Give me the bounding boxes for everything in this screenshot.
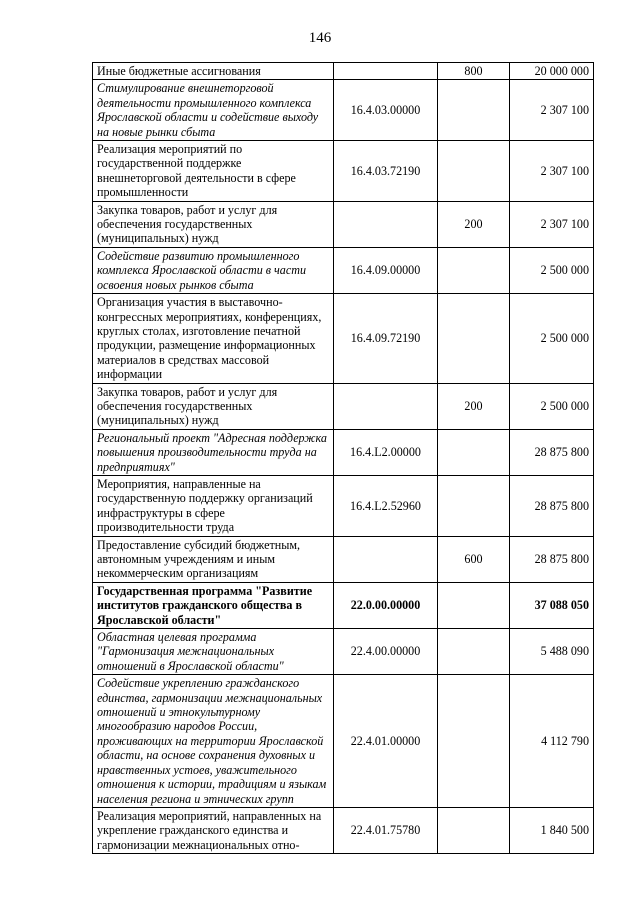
row-name-cell: Мероприятия, направленные на государственную поддержку организаций инфраструктуры в сфере производительности труда xyxy=(93,475,334,536)
row-code-cell xyxy=(334,536,438,582)
row-code-cell: 16.4.03.00000 xyxy=(334,80,438,141)
table-row xyxy=(93,582,594,628)
row-name-cell: Региональный проект "Адресная поддержка повышения производительности труда на предприятиях" xyxy=(93,429,334,475)
row-sum-cell: 2 500 000 xyxy=(510,383,594,429)
row-code-cell: 16.4.09.00000 xyxy=(334,247,438,293)
row-sum-cell: 2 307 100 xyxy=(510,201,594,247)
row-code-cell: 22.0.00.00000 xyxy=(334,582,438,628)
row-sum-cell: 20 000 000 xyxy=(510,63,594,80)
row-sum-cell: 28 875 800 xyxy=(510,429,594,475)
row-expense-type-cell: 800 xyxy=(438,63,510,80)
row-expense-type-cell xyxy=(438,294,510,383)
row-name-cell: Закупка товаров, работ и услуг для обеспечения государственных (муниципальных) нужд xyxy=(93,201,334,247)
row-name-cell: Организация участия в выставочно-конгрессных мероприятиях, конференциях, круглых столах, изготовление печатной продукции, размещение информационных материалов в средствах массовой информации xyxy=(93,294,334,383)
table-row xyxy=(93,247,594,293)
table-row xyxy=(93,383,594,429)
page-number: 146 xyxy=(308,30,332,46)
table-row xyxy=(93,63,594,80)
table-row xyxy=(93,807,594,853)
row-expense-type-cell: 200 xyxy=(438,383,510,429)
row-expense-type-cell: 600 xyxy=(438,536,510,582)
row-name-cell: Реализация мероприятий по государственной поддержке внешнеторговой деятельности в сфере промышленности xyxy=(93,141,334,202)
row-sum-cell: 2 500 000 xyxy=(510,294,594,383)
row-expense-type-cell xyxy=(438,141,510,202)
row-code-cell: 16.4.03.72190 xyxy=(334,141,438,202)
row-name-cell: Стимулирование внешнеторговой деятельности промышленного комплекса Ярославской области и содействие выходу на новые рынки сбыта xyxy=(93,80,334,141)
row-expense-type-cell xyxy=(438,807,510,853)
table-row xyxy=(93,429,594,475)
row-sum-cell: 28 875 800 xyxy=(510,475,594,536)
row-expense-type-cell xyxy=(438,247,510,293)
table-row xyxy=(93,629,594,675)
row-name-cell: Областная целевая программа "Гармонизация межнациональных отношений в Ярославской области" xyxy=(93,629,334,675)
row-sum-cell: 1 840 500 xyxy=(510,807,594,853)
budget-table-body xyxy=(93,63,594,854)
row-expense-type-cell xyxy=(438,582,510,628)
row-name-cell: Содействие укреплению гражданского единства, гармонизации межнациональных отношений и этнокультурному многообразию народов России, проживающих на территории Ярославской области, на основе сохранения духовных и нравственных устоев, уважительного отношения к истории, традициям и языкам населения региона и этнических групп xyxy=(93,675,334,808)
row-name-cell: Содействие развитию промышленного комплекса Ярославской области в части освоения новых рынков сбыта xyxy=(93,247,334,293)
row-code-cell: 16.4.L2.00000 xyxy=(334,429,438,475)
row-sum-cell: 5 488 090 xyxy=(510,629,594,675)
row-name-cell: Предоставление субсидий бюджетным, автономным учреждениям и иным некоммерческим организациям xyxy=(93,536,334,582)
row-sum-cell: 2 307 100 xyxy=(510,141,594,202)
table-row xyxy=(93,201,594,247)
row-sum-cell: 2 500 000 xyxy=(510,247,594,293)
row-code-cell: 16.4.09.72190 xyxy=(334,294,438,383)
table-row xyxy=(93,536,594,582)
row-code-cell: 22.4.01.75780 xyxy=(334,807,438,853)
row-expense-type-cell xyxy=(438,475,510,536)
row-code-cell xyxy=(334,63,438,80)
table-row xyxy=(93,675,594,808)
row-code-cell: 22.4.01.00000 xyxy=(334,675,438,808)
table-row xyxy=(93,141,594,202)
row-code-cell: 22.4.00.00000 xyxy=(334,629,438,675)
row-code-cell xyxy=(334,201,438,247)
row-sum-cell: 4 112 790 xyxy=(510,675,594,808)
row-code-cell xyxy=(334,383,438,429)
budget-table xyxy=(92,62,594,854)
row-expense-type-cell xyxy=(438,429,510,475)
row-code-cell: 16.4.L2.52960 xyxy=(334,475,438,536)
row-name-cell: Государственная программа "Развитие институтов гражданского общества в Ярославской области" xyxy=(93,582,334,628)
table-row xyxy=(93,80,594,141)
row-sum-cell: 2 307 100 xyxy=(510,80,594,141)
row-name-cell: Иные бюджетные ассигнования xyxy=(93,63,334,80)
row-name-cell: Реализация мероприятий, направленных на укрепление гражданского единства и гармонизации межнациональных отно- xyxy=(93,807,334,853)
row-expense-type-cell: 200 xyxy=(438,201,510,247)
row-expense-type-cell xyxy=(438,675,510,808)
row-expense-type-cell xyxy=(438,80,510,141)
row-sum-cell: 28 875 800 xyxy=(510,536,594,582)
table-row xyxy=(93,475,594,536)
row-sum-cell: 37 088 050 xyxy=(510,582,594,628)
table-row xyxy=(93,294,594,383)
row-name-cell: Закупка товаров, работ и услуг для обеспечения государственных (муниципальных) нужд xyxy=(93,383,334,429)
row-expense-type-cell xyxy=(438,629,510,675)
